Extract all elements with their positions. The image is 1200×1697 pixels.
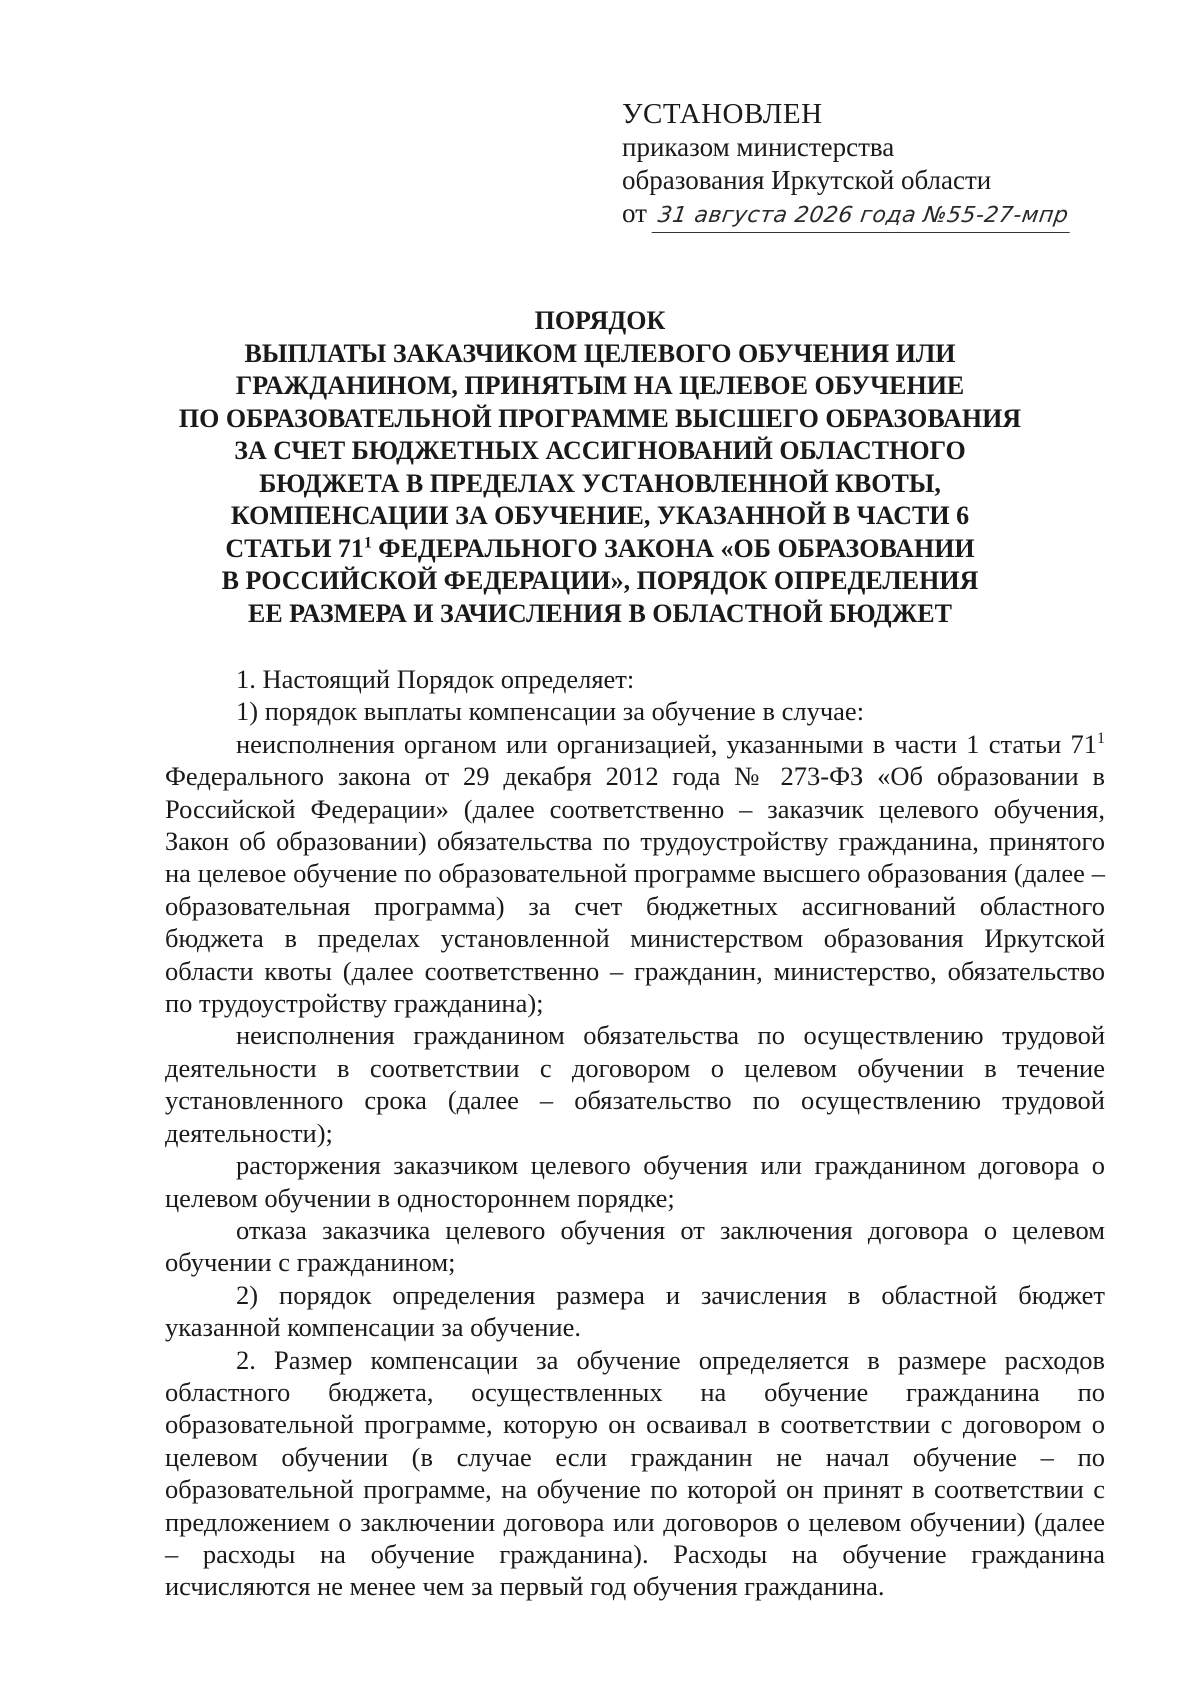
paragraph: 1) порядок выплаты компенсации за обучение в случае: (236, 696, 865, 727)
approval-date-line (622, 197, 1072, 233)
paragraph: 2) порядок определения размера и зачисления в областной бюджет указанной компенсации за обучение. (165, 1279, 1105, 1343)
title-line: ЗА СЧЕТ БЮДЖЕТНЫХ АССИГНОВАНИЙ ОБЛАСТНОГО (234, 436, 966, 465)
title-line: ГРАЖДАНИНОМ, ПРИНЯТЫМ НА ЦЕЛЕВОЕ ОБУЧЕНИЕ (235, 371, 965, 400)
handwritten-date: 31 августа 2026 года №55-27-мпр (651, 199, 1074, 233)
paragraph (165, 728, 1105, 1020)
paragraph-text: неисполнения органом или организацией, указанными в части 1 статьи 71 (236, 728, 1098, 759)
approval-line-1: приказом министерства (622, 132, 895, 162)
title-text: ФЕДЕРАЛЬНОГО ЗАКОНА «ОБ ОБРАЗОВАНИИ (371, 533, 975, 563)
title-line: ПОРЯДОК (534, 306, 666, 335)
title-line: БЮДЖЕТА В ПРЕДЕЛАХ УСТАНОВЛЕННОЙ КВОТЫ, (259, 468, 941, 498)
paragraph: неисполнения гражданином обязательства по осуществлению трудовой деятельности в соответствии с договором о целевом обучении в течение установленного срока (далее – обязательство по осуществлению трудовой деятельности); (165, 1020, 1105, 1148)
title-line: ВЫПЛАТЫ ЗАКАЗЧИКОМ ЦЕЛЕВОГО ОБУЧЕНИЯ ИЛИ (244, 338, 956, 368)
title-line (150, 533, 1050, 566)
paragraph: отказа заказчика целевого обучения от заключения договора о целевом обучении с гражданином; (165, 1214, 1105, 1278)
paragraph: 2. Размер компенсации за обучение определяется в размере расходов областного бюджета, осуществленных на обучение гражданина по образовательной программе, которую он осваивал в соответствии с договором о целевом обучении (в случае если гражданин не начал обучение – по образовательной программе, на обучение по которой он принят в соответствии с предложением о заключении договора или договоров о целевом обучении) (далее – расходы на обучение гражданина). Расходы на обучение гражданина исчисляются не менее чем за первый год обучения гражданина. (165, 1344, 1105, 1602)
title-text: СТАТЬИ 71 (225, 533, 364, 563)
document-title (150, 305, 1050, 630)
title-line: ЕЕ РАЗМЕРА И ЗАЧИСЛЕНИЯ В ОБЛАСТНОЙ БЮДЖЕТ (248, 598, 952, 628)
superscript: 1 (363, 533, 372, 551)
title-line: КОМПЕНСАЦИИ ЗА ОБУЧЕНИЕ, УКАЗАННОЙ В ЧАСТИ 6 (230, 501, 970, 530)
document-body (165, 663, 1105, 1603)
approval-stamp: УСТАНОВЛЕН (622, 98, 823, 130)
approval-line-2: образования Иркутской области (622, 165, 992, 195)
paragraph: 1. Настоящий Порядок определяет: (236, 664, 635, 694)
title-line: ПО ОБРАЗОВАТЕЛЬНОЙ ПРОГРАММЕ ВЫСШЕГО ОБРАЗОВАНИЯ (178, 403, 1022, 433)
superscript: 1 (1097, 729, 1105, 747)
date-prefix: от (622, 198, 647, 228)
title-line: В РОССИЙСКОЙ ФЕДЕРАЦИИ», ПОРЯДОК ОПРЕДЕЛЕНИЯ (221, 566, 979, 595)
paragraph-text: Федерального закона от 29 декабря 2012 года № 273-ФЗ «Об образовании в Российской Федерации» (далее соответственно – заказчик целевого обучения, Закон об образовании) обязательства по трудоустройству гражданина, принятого на целевое обучение по образовательной программе высшего образования (далее – образовательная программа) за счет бюджетных ассигнований областного бюджета в пределах установленной министерством образования Иркутской области квоты (далее соответственно – гражданин, министерство, обязательство по трудоустройству гражданина); (165, 761, 1105, 1019)
approval-block (622, 98, 1072, 233)
paragraph: расторжения заказчиком целевого обучения или гражданином договора о целевом обучении в одностороннем порядке; (165, 1150, 1105, 1213)
